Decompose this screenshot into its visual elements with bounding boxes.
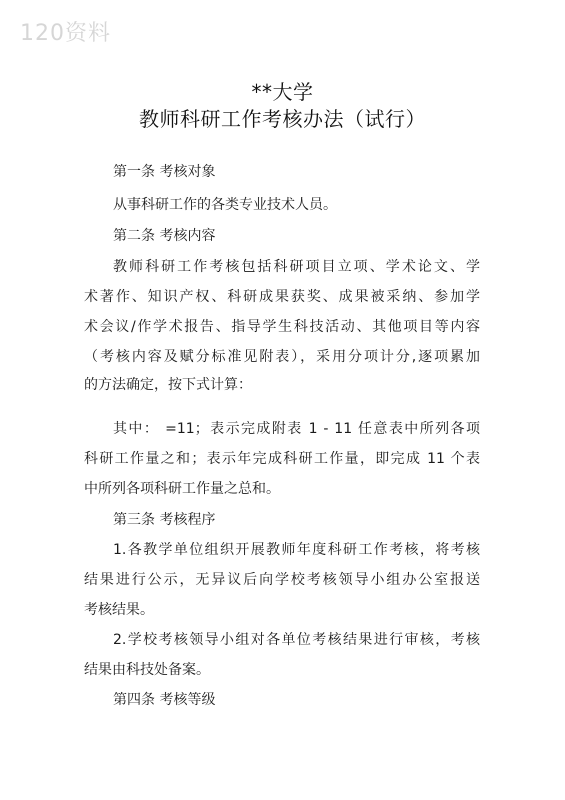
paragraph-line: 考核结果。 bbox=[84, 602, 154, 618]
article-4-heading: 第四条 考核等级 bbox=[113, 692, 216, 708]
article-2-heading: 第二条 考核内容 bbox=[113, 228, 216, 244]
article-1-heading: 第一条 考核对象 bbox=[113, 164, 216, 180]
document-title: **大学 bbox=[251, 80, 314, 104]
paragraph-line: 术著作、知识产权、科研成果获奖、成果被采纳、参加学 bbox=[84, 289, 480, 305]
watermark: 120资料 bbox=[20, 21, 111, 46]
paragraph-line: 结果进行公示，无异议后向学校考核领导小组办公室报送 bbox=[84, 572, 480, 588]
formula-line: 其中： =11；表示完成附表 1 - 11 任意表中所列各项 bbox=[113, 421, 480, 437]
paragraph-line: 教师科研工作考核包括科研项目立项、学术论文、学 bbox=[113, 259, 480, 275]
article-3-heading: 第三条 考核程序 bbox=[113, 512, 216, 528]
paragraph-line: （考核内容及赋分标准见附表），采用分项计分,逐项累加 bbox=[84, 349, 480, 365]
formula-line: 科研工作量之和；表示年完成科研工作量，即完成 11 个表 bbox=[84, 451, 480, 467]
article-1-text: 从事科研工作的各类专业技术人员。 bbox=[113, 197, 337, 213]
paragraph-line: 2.学校考核领导小组对各单位考核结果进行审核，考核 bbox=[113, 632, 480, 648]
formula-line: 中所列各项科研工作量之总和。 bbox=[84, 481, 280, 497]
paragraph-line: 1.各教学单位组织开展教师年度科研工作考核，将考核 bbox=[113, 542, 480, 558]
document-subtitle: 教师科研工作考核办法（试行） bbox=[139, 107, 426, 131]
paragraph-line: 结果由科技处备案。 bbox=[84, 662, 210, 678]
paragraph-line: 术会议/作学术报告、指导学生科技活动、其他项目等内容 bbox=[84, 319, 480, 335]
paragraph-line: 的方法确定，按下式计算： bbox=[84, 377, 252, 393]
